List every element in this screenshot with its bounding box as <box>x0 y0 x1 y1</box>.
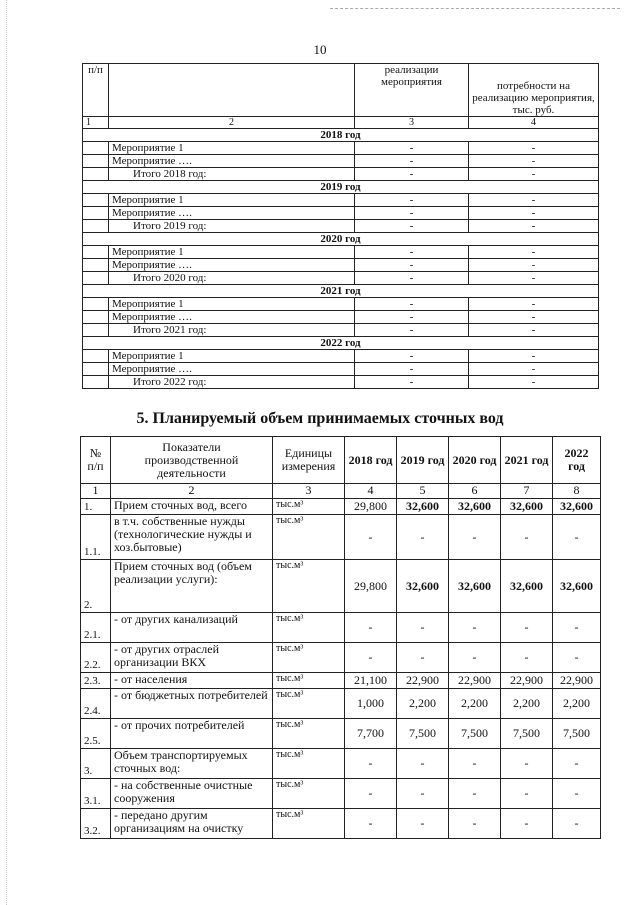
table-row <box>83 259 599 272</box>
indicator-label: Прием сточных вод (объем реализации услуги): <box>111 560 273 613</box>
table-row <box>83 363 599 376</box>
dash-cell: - <box>469 350 599 363</box>
value-cell: - <box>449 779 501 809</box>
value-cell: 32,600 <box>553 560 601 613</box>
dash-cell: - <box>355 168 469 181</box>
value-cell: - <box>553 779 601 809</box>
value-cell: - <box>397 749 449 779</box>
header-cell: 2021 год <box>501 437 553 484</box>
value-cell: - <box>397 613 449 643</box>
table-row <box>81 719 601 749</box>
value-cell: - <box>449 809 501 839</box>
value-cell: 32,600 <box>501 560 553 613</box>
index-cell <box>83 194 109 207</box>
unit-cell: тыс.м³ <box>273 779 345 809</box>
scan-edge <box>0 0 7 905</box>
indicator-label: Объем транспортируемых сточных вод: <box>111 749 273 779</box>
dash-cell: - <box>469 142 599 155</box>
value-cell: - <box>553 613 601 643</box>
activity-name: Мероприятие 1 <box>109 350 355 363</box>
value-cell: 1,000 <box>345 689 397 719</box>
indicator-label: - на собственные очистные сооружения <box>111 779 273 809</box>
value-cell: - <box>345 779 397 809</box>
dash-cell: - <box>355 376 469 389</box>
year-row <box>83 285 599 298</box>
value-cell: 22,900 <box>553 673 601 689</box>
header-cell: потребности на реализацию мероприятия, тыс. руб. <box>469 64 599 117</box>
index-cell <box>83 298 109 311</box>
table-row <box>81 560 601 613</box>
dash-cell: - <box>469 155 599 168</box>
value-cell: 29,800 <box>345 499 397 515</box>
table-row <box>81 499 601 515</box>
dash-cell: - <box>469 376 599 389</box>
value-cell: - <box>397 515 449 560</box>
row-index: 2.4. <box>81 689 111 719</box>
table-header-row <box>81 437 601 484</box>
column-number-row <box>81 484 601 499</box>
dash-cell: - <box>469 272 599 285</box>
value-cell: - <box>449 515 501 560</box>
value-cell: - <box>449 749 501 779</box>
activities-table <box>82 63 599 389</box>
value-cell: 21,100 <box>345 673 397 689</box>
total-row <box>83 324 599 337</box>
dash-cell: - <box>355 155 469 168</box>
unit-cell: тыс.м³ <box>273 643 345 673</box>
index-cell <box>83 207 109 220</box>
table-row <box>81 515 601 560</box>
index-cell <box>83 259 109 272</box>
dash-cell: - <box>469 311 599 324</box>
value-cell: - <box>553 809 601 839</box>
unit-cell: тыс.м³ <box>273 515 345 560</box>
activity-name: Мероприятие 1 <box>109 246 355 259</box>
dash-cell: - <box>355 194 469 207</box>
total-label: Итого 2020 год: <box>109 272 355 285</box>
value-cell: - <box>345 515 397 560</box>
value-cell: - <box>397 779 449 809</box>
index-cell <box>83 142 109 155</box>
dash-cell: - <box>469 220 599 233</box>
value-cell: 29,800 <box>345 560 397 613</box>
value-cell: - <box>501 613 553 643</box>
table-row <box>81 779 601 809</box>
dash-cell: - <box>469 246 599 259</box>
total-row <box>83 168 599 181</box>
row-index: 1.1. <box>81 515 111 560</box>
value-cell: 7,500 <box>501 719 553 749</box>
indicator-label: - от населения <box>111 673 273 689</box>
table-row <box>81 809 601 839</box>
row-index: 2. <box>81 560 111 613</box>
total-row <box>83 272 599 285</box>
index-cell <box>83 220 109 233</box>
dash-cell: - <box>355 298 469 311</box>
index-cell <box>83 350 109 363</box>
dash-cell: - <box>355 324 469 337</box>
column-number: 3 <box>273 484 345 499</box>
index-cell <box>83 324 109 337</box>
value-cell: - <box>345 643 397 673</box>
year-row <box>83 129 599 142</box>
year-row <box>83 233 599 246</box>
activity-name: Мероприятие …. <box>109 363 355 376</box>
value-cell: - <box>501 779 553 809</box>
activity-name: Мероприятие …. <box>109 207 355 220</box>
total-label: Итого 2022 год: <box>109 376 355 389</box>
index-cell <box>83 363 109 376</box>
unit-cell: тыс.м³ <box>273 809 345 839</box>
value-cell: - <box>397 809 449 839</box>
column-number: 8 <box>553 484 601 499</box>
value-cell: 22,900 <box>397 673 449 689</box>
table-row <box>83 155 599 168</box>
unit-cell: тыс.м³ <box>273 719 345 749</box>
year-heading: 2021 год <box>83 285 599 298</box>
value-cell: 2,200 <box>501 689 553 719</box>
unit-cell: тыс.м³ <box>273 689 345 719</box>
dash-cell: - <box>469 363 599 376</box>
dash-cell: - <box>355 259 469 272</box>
row-index: 2.2. <box>81 643 111 673</box>
indicator-label: - передано другим организациям на очистку <box>111 809 273 839</box>
value-cell: - <box>449 643 501 673</box>
value-cell: - <box>449 613 501 643</box>
header-cell: Показатели производственной деятельности <box>111 437 273 484</box>
year-heading: 2018 год <box>83 129 599 142</box>
dash-cell: - <box>469 207 599 220</box>
value-cell: - <box>345 613 397 643</box>
total-label: Итого 2018 год: <box>109 168 355 181</box>
value-cell: 2,200 <box>449 689 501 719</box>
index-cell <box>83 376 109 389</box>
dash-cell: - <box>469 194 599 207</box>
column-number: 3 <box>355 117 469 129</box>
row-index: 2.5. <box>81 719 111 749</box>
indicator-label: - от других канализаций <box>111 613 273 643</box>
unit-cell: тыс.м³ <box>273 499 345 515</box>
value-cell: 22,900 <box>449 673 501 689</box>
value-cell: 2,200 <box>397 689 449 719</box>
table-row <box>83 207 599 220</box>
value-cell: - <box>501 809 553 839</box>
table-row <box>81 643 601 673</box>
column-number-row <box>83 117 599 129</box>
header-cell: 2018 год <box>345 437 397 484</box>
column-number: 5 <box>397 484 449 499</box>
row-index: 2.1. <box>81 613 111 643</box>
header-cell <box>109 64 355 117</box>
table-row <box>83 298 599 311</box>
indicator-label: - от прочих потребителей <box>111 719 273 749</box>
table-row <box>83 142 599 155</box>
total-row <box>83 220 599 233</box>
dash-cell: - <box>355 220 469 233</box>
year-row <box>83 337 599 350</box>
dash-cell: - <box>355 272 469 285</box>
dash-cell: - <box>469 298 599 311</box>
header-cell: реализации мероприятия <box>355 64 469 117</box>
row-index: 1. <box>81 499 111 515</box>
value-cell: - <box>345 749 397 779</box>
table-row <box>83 246 599 259</box>
total-row <box>83 376 599 389</box>
table-row <box>83 194 599 207</box>
value-cell: 7,500 <box>397 719 449 749</box>
year-heading: 2022 год <box>83 337 599 350</box>
page-number: 10 <box>313 42 327 57</box>
unit-cell: тыс.м³ <box>273 749 345 779</box>
dash-cell: - <box>355 207 469 220</box>
unit-cell: тыс.м³ <box>273 613 345 643</box>
dash-cell: - <box>355 311 469 324</box>
table-row <box>83 311 599 324</box>
value-cell: - <box>501 643 553 673</box>
row-index: 2.3. <box>81 673 111 689</box>
value-cell: 32,600 <box>397 560 449 613</box>
value-cell: 32,600 <box>449 560 501 613</box>
total-label: Итого 2019 год: <box>109 220 355 233</box>
header-cell: 2019 год <box>397 437 449 484</box>
row-index: 3.1. <box>81 779 111 809</box>
header-cell: 2020 год <box>449 437 501 484</box>
total-label: Итого 2021 год: <box>109 324 355 337</box>
index-cell <box>83 311 109 324</box>
index-cell <box>83 246 109 259</box>
header-cell: п/п <box>83 64 109 117</box>
year-row <box>83 181 599 194</box>
value-cell: - <box>397 643 449 673</box>
value-cell: - <box>553 749 601 779</box>
header-cell: № п/п <box>81 437 111 484</box>
table-row <box>81 689 601 719</box>
activity-name: Мероприятие …. <box>109 155 355 168</box>
dash-cell: - <box>355 350 469 363</box>
column-number: 4 <box>345 484 397 499</box>
activity-name: Мероприятие 1 <box>109 298 355 311</box>
dash-cell: - <box>469 168 599 181</box>
value-cell: 2,200 <box>553 689 601 719</box>
column-number: 7 <box>501 484 553 499</box>
header-cell: 2022 год <box>553 437 601 484</box>
column-number: 6 <box>449 484 501 499</box>
dash-cell: - <box>355 363 469 376</box>
value-cell: 7,500 <box>553 719 601 749</box>
row-index: 3.2. <box>81 809 111 839</box>
column-number: 4 <box>469 117 599 129</box>
dash-cell: - <box>469 324 599 337</box>
value-cell: - <box>553 515 601 560</box>
value-cell: - <box>501 749 553 779</box>
wastewater-table <box>80 436 601 839</box>
activity-name: Мероприятие …. <box>109 311 355 324</box>
year-heading: 2020 год <box>83 233 599 246</box>
value-cell: - <box>501 515 553 560</box>
activity-name: Мероприятие 1 <box>109 142 355 155</box>
indicator-label: - от других отраслей организации ВКХ <box>111 643 273 673</box>
table-row <box>81 749 601 779</box>
table-row <box>81 613 601 643</box>
dash-cell: - <box>355 142 469 155</box>
activity-name: Мероприятие …. <box>109 259 355 272</box>
indicator-label: - от бюджетных потребителей <box>111 689 273 719</box>
year-heading: 2019 год <box>83 181 599 194</box>
dash-cell: - <box>469 259 599 272</box>
activity-name: Мероприятие 1 <box>109 194 355 207</box>
column-number: 2 <box>111 484 273 499</box>
column-number: 1 <box>83 117 109 129</box>
index-cell <box>83 168 109 181</box>
index-cell <box>83 155 109 168</box>
value-cell: 7,500 <box>449 719 501 749</box>
table-header-row <box>83 64 599 117</box>
row-index: 3. <box>81 749 111 779</box>
indicator-label: в т.ч. собственные нужды (технологические нужды и хоз.бытовые) <box>111 515 273 560</box>
value-cell: 22,900 <box>501 673 553 689</box>
header-cell: Единицы измерения <box>273 437 345 484</box>
table-row <box>81 673 601 689</box>
indicator-label: Прием сточных вод, всего <box>111 499 273 515</box>
value-cell: 32,600 <box>397 499 449 515</box>
unit-cell: тыс.м³ <box>273 560 345 613</box>
section-title: 5. Планируемый объем принимаемых сточных вод <box>136 410 504 427</box>
value-cell: 32,600 <box>449 499 501 515</box>
dash-cell: - <box>355 246 469 259</box>
column-number: 2 <box>109 117 355 129</box>
table-row <box>83 350 599 363</box>
value-cell: 32,600 <box>501 499 553 515</box>
value-cell: - <box>345 809 397 839</box>
column-number: 1 <box>81 484 111 499</box>
index-cell <box>83 272 109 285</box>
top-rule <box>330 8 620 9</box>
value-cell: - <box>553 643 601 673</box>
value-cell: 7,700 <box>345 719 397 749</box>
value-cell: 32,600 <box>553 499 601 515</box>
unit-cell: тыс.м³ <box>273 673 345 689</box>
